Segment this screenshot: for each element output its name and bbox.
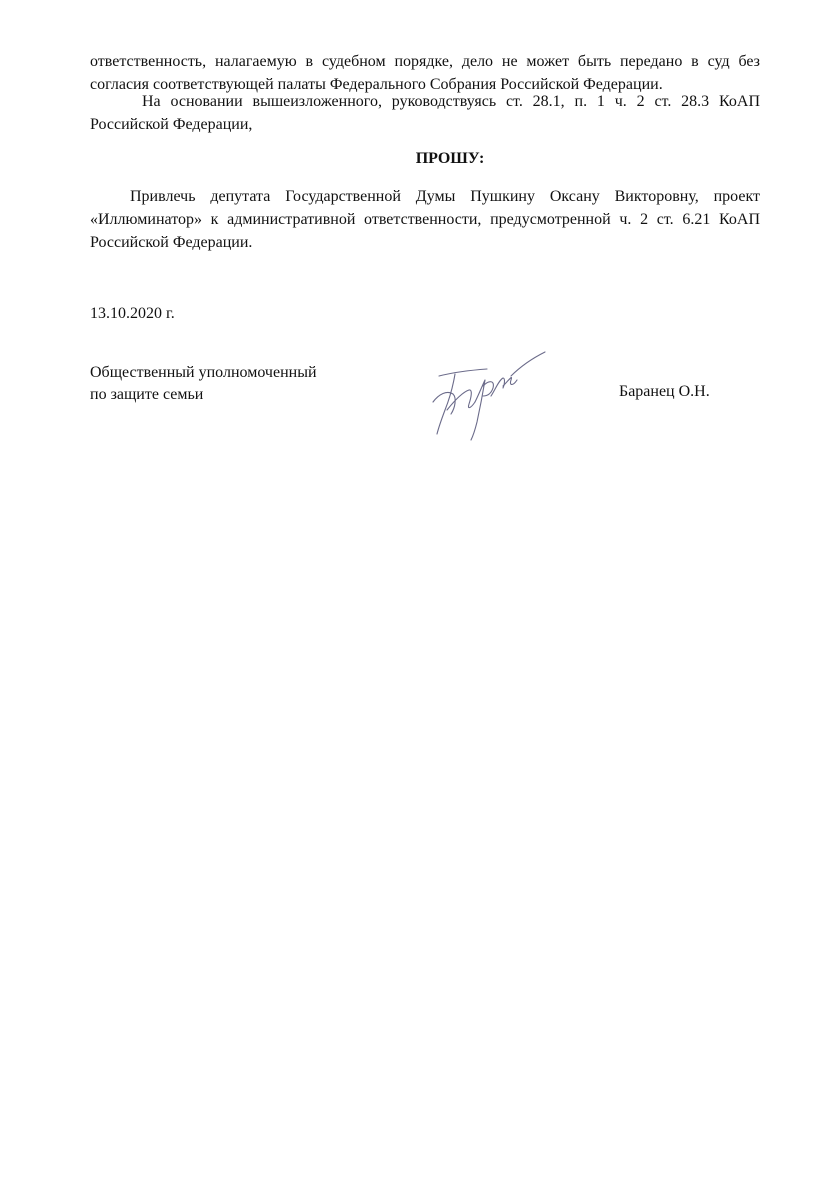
paragraph-request-line-2: «Иллюминатор» к административной ответственности, предусмотренной ч. 2 ст. 6.21 КоАП <box>90 211 760 228</box>
signer-title-line-2: по защите семьи <box>90 386 204 403</box>
paragraph-basis-line-2: Российской Федерации, <box>90 116 253 133</box>
paragraph-request-line-3: Российской Федерации. <box>90 234 253 251</box>
paragraph-request-line-1: Привлечь депутата Государственной Думы Пушкину Оксану Викторовну, проект <box>130 188 760 205</box>
paragraph-basis-line-1: На основании вышеизложенного, руководствуясь ст. 28.1, п. 1 ч. 2 ст. 28.3 КоАП <box>142 93 760 110</box>
paragraph-top-line-1: ответственность, налагаемую в судебном порядке, дело не может быть передано в суд без <box>90 53 760 70</box>
signer-name: Баранец О.Н. <box>619 383 710 400</box>
paragraph-top-line-2: согласия соответствующей палаты Федерального Собрания Российской Федерации. <box>90 76 663 93</box>
paragraph-basis <box>90 90 760 136</box>
paragraph-request <box>90 185 760 254</box>
signer-title-line-1: Общественный уполномоченный <box>90 364 317 381</box>
document-date: 13.10.2020 г. <box>90 305 175 322</box>
request-heading: ПРОШУ: <box>415 150 485 167</box>
handwritten-signature <box>425 350 555 442</box>
signer-title <box>90 362 317 406</box>
